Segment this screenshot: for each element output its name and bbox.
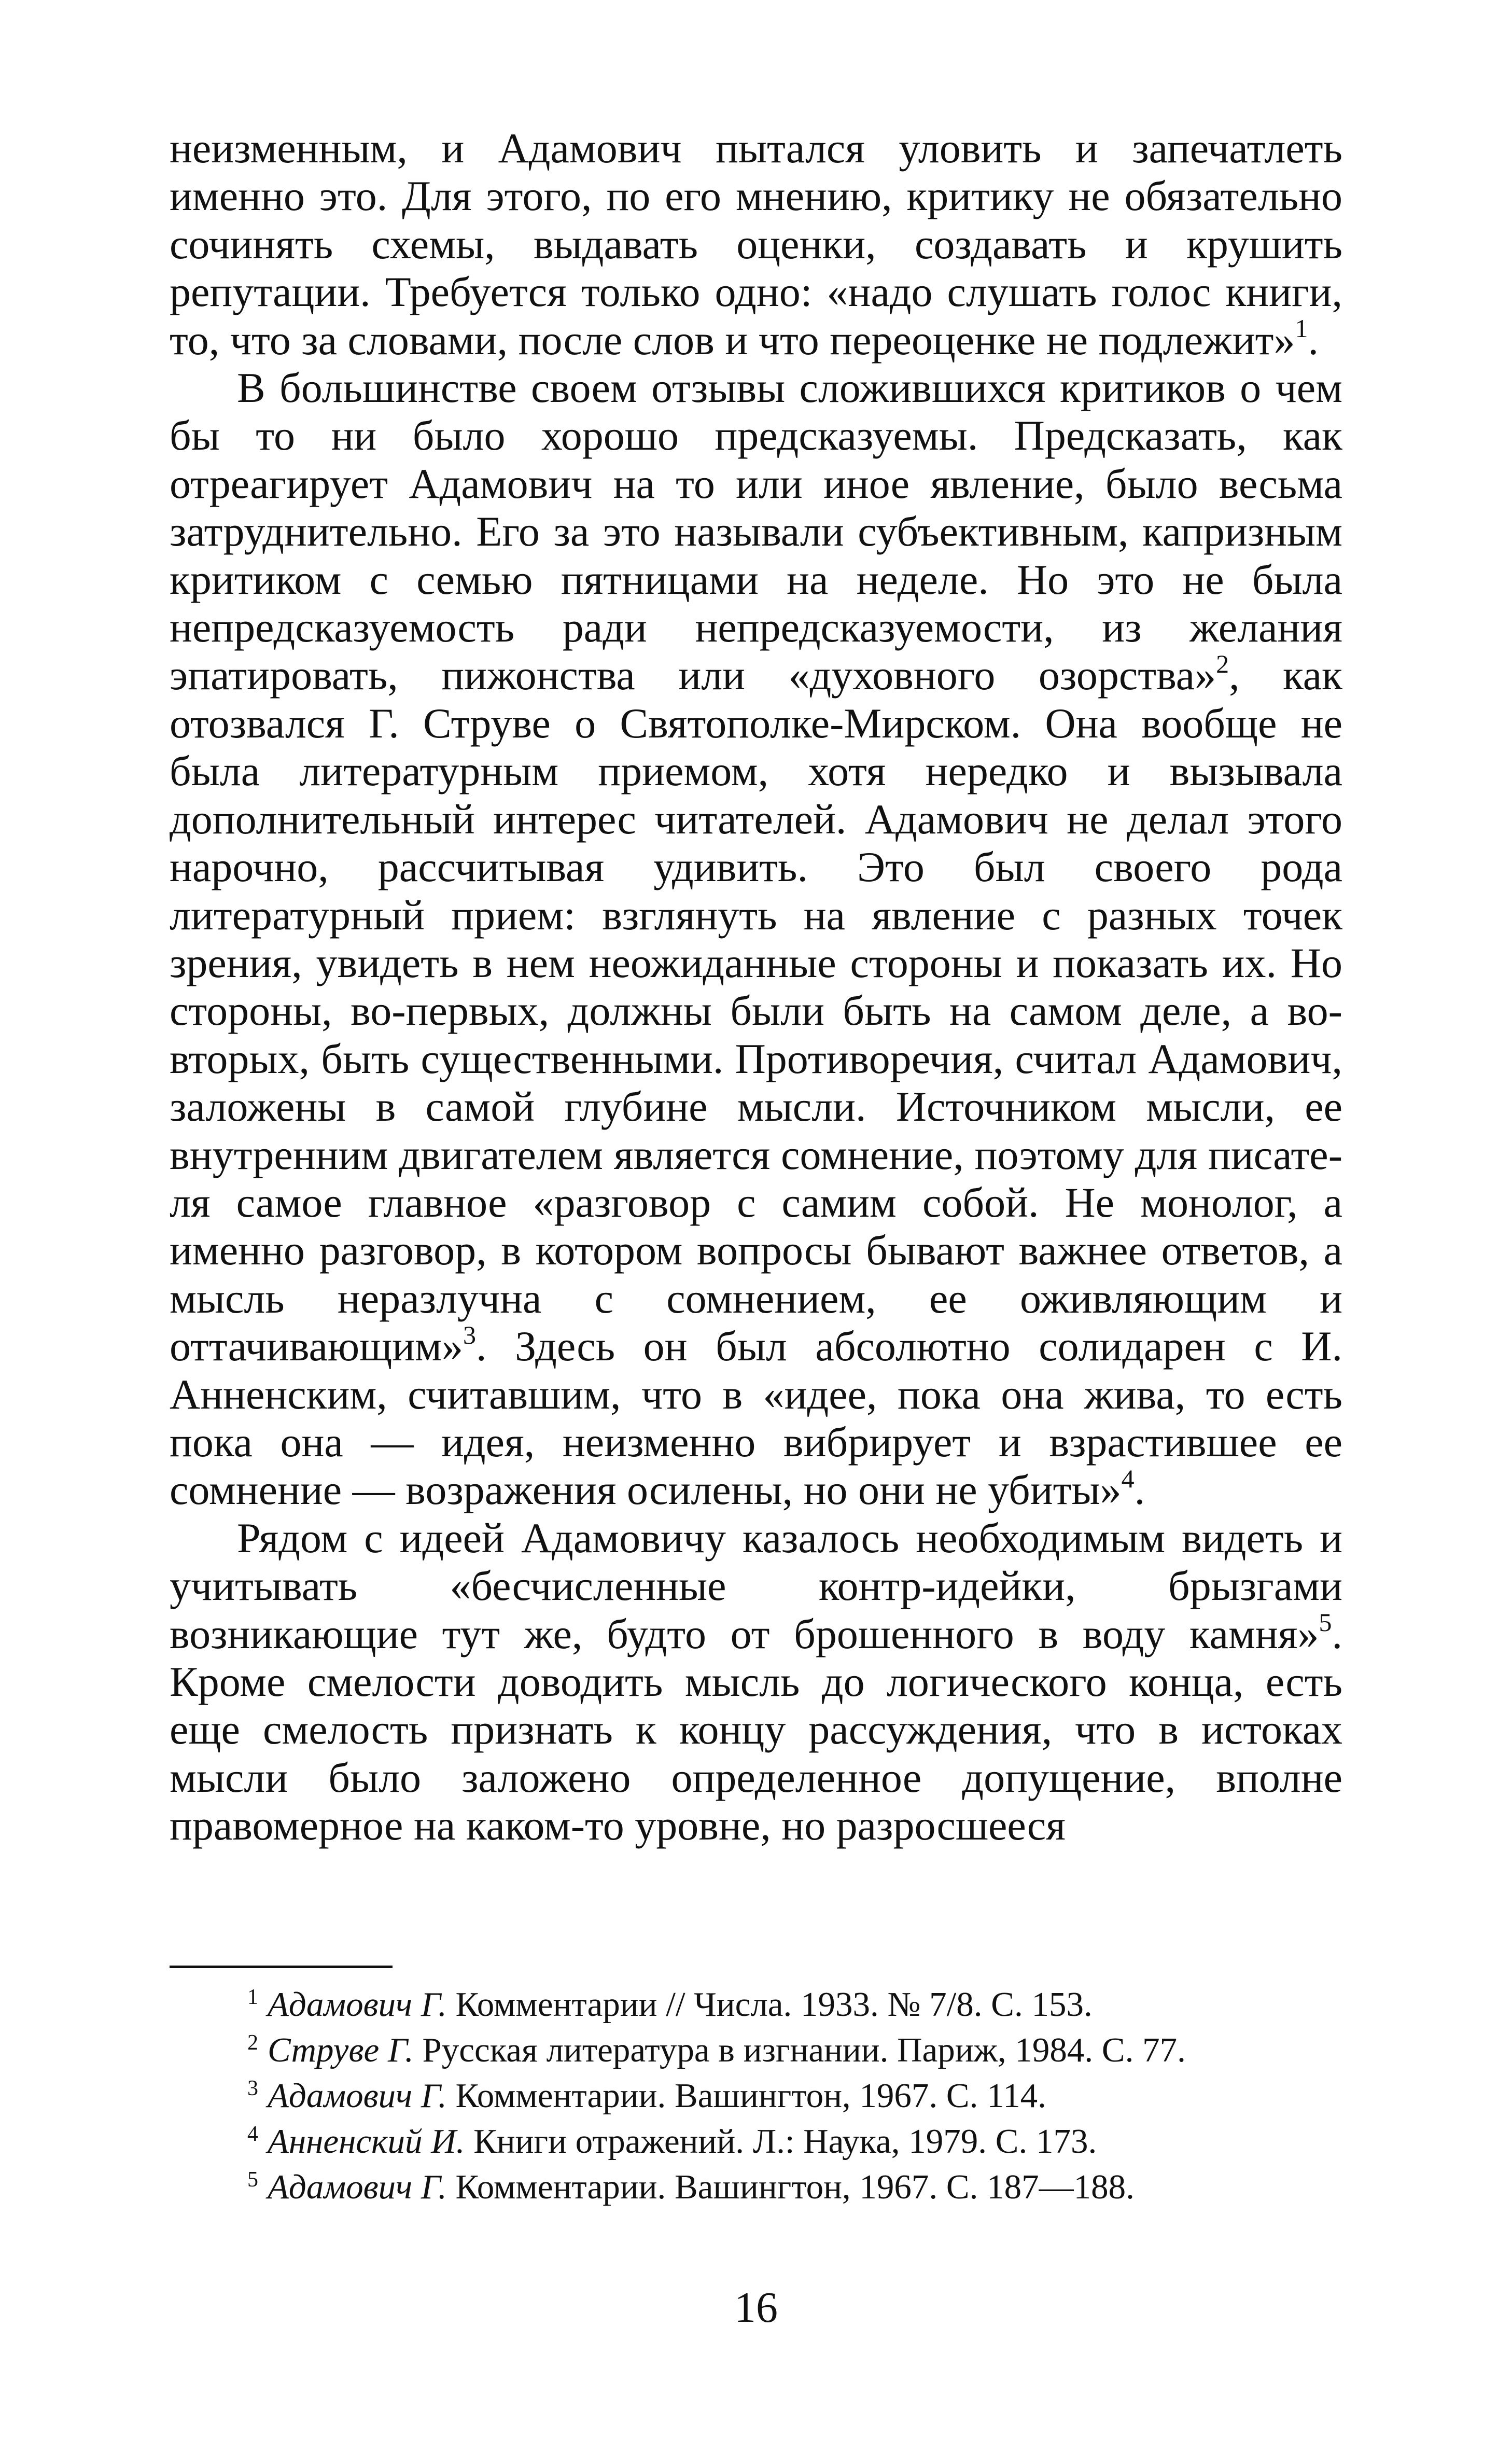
page-number: 16 xyxy=(734,2283,778,2332)
paragraph-text: . xyxy=(1308,316,1319,364)
footnote-number: 3 xyxy=(247,2077,258,2100)
paragraph-2 xyxy=(170,364,1342,1514)
footnote-source: Комментарии. Вашингтон, 1967. С. 187—188. xyxy=(446,2168,1135,2206)
paragraph-text: Рядом с идеей Адамовичу казалось необходимым видеть и учитывать «бесчисленные контр-идейки, брызгами возникающие тут же, будто от брошенного в воду камня» xyxy=(170,1514,1342,1657)
footnote-author: Адамович Г. xyxy=(268,2168,447,2206)
footnote-reference: 1 xyxy=(1295,314,1308,343)
footnote-source: Книги отражений. Л.: Наука, 1979. С. 173. xyxy=(465,2122,1097,2161)
footnote-number: 5 xyxy=(247,2168,258,2192)
footnote-source: Русская литература в изгнании. Париж, 1984. С. 77. xyxy=(413,2031,1186,2069)
footnote-separator xyxy=(170,1966,393,1968)
footnote-number: 1 xyxy=(247,1985,258,2009)
paragraph-text: . Кроме смелости доводить мысль до логического конца, есть еще смелость признать к концу рассуждения, что в истоках мысли было заложено определенное допущение, вполне правомерное на каком-то уровне, но разросшееся xyxy=(170,1610,1342,1849)
footnote-item xyxy=(170,1982,1342,2027)
footnote-item xyxy=(170,2027,1342,2073)
footnote-item xyxy=(170,2164,1342,2210)
footnote-number: 2 xyxy=(247,2031,258,2055)
footnote-list xyxy=(170,1982,1342,2210)
footnotes xyxy=(170,1966,1342,2210)
paragraph-text: , как отозвался Г. Струве о Святополке-Мирском. Она вообще не была литературным приемом, хотя нередко и вызывала дополнительный интерес читателей. Адамович не делал этого нарочно, рассчитывая удивить. Это был своего рода литературный прием: взглянуть на явление с разных точек зрения, увидеть в нем неожиданные стороны и показать их. Но стороны, во-первых, должны были быть на самом деле, а во-вторых, быть существенными. Противоречия, считал Адамович, заложены в самой глубине мысли. Источником мысли, ее внутренним двигателем является сомнение, поэтому для писателя самое главное «разговор с самим собой. Не монолог, а именно разговор, в котором вопросы бывают важнее ответов, а мысль неразлучна с сомнением, ее оживляющим и оттачивающим» xyxy=(170,651,1342,1370)
paragraph-text: неизменным, и Адамович пытался уловить и запечатлеть именно это. Для этого, по его мнению, критику не обязательно сочинять схемы, выдавать оценки, создавать и крушить репутации. Требуется только одно: «надо слушать голос книги, то, что за словами, после слов и что переоценке не подлежит» xyxy=(170,124,1342,364)
body-text xyxy=(170,124,1342,1850)
paragraph-text: . xyxy=(1134,1466,1145,1514)
footnote-item xyxy=(170,2073,1342,2119)
footnote-reference: 3 xyxy=(463,1320,477,1349)
footnote-reference: 5 xyxy=(1319,1608,1332,1637)
footnote-author: Анненский И. xyxy=(268,2122,465,2161)
footnote-author: Струве Г. xyxy=(268,2031,414,2069)
paragraph-text: В большинстве своем отзывы сложившихся критиков о чем бы то ни было хорошо предсказуемы. Предсказать, как отреагирует Адамович на то или иное явление, было весьма затруднительно. Его за это называли субъективным, капризным критиком с семью пятницами на неделе. Но это не была непредсказуемость ради непредсказуемости, из желания эпатировать, пижонства или «духовного озорства» xyxy=(170,364,1342,699)
footnote-source: Комментарии // Числа. 1933. № 7/8. С. 153. xyxy=(446,1985,1093,2024)
paragraph-3 xyxy=(170,1514,1342,1850)
footnote-source: Комментарии. Вашингтон, 1967. С. 114. xyxy=(446,2077,1046,2115)
footnote-item xyxy=(170,2119,1342,2164)
paragraph-text: . Здесь он был абсолютно солидарен с И. Анненским, считавшим, что в «идее, пока она жива, то есть пока она — идея, неизменно вибрирует и взрастившее ее сомнение — возражения осилены, но они не убиты» xyxy=(170,1322,1342,1514)
footnote-reference: 2 xyxy=(1216,649,1229,679)
paragraph-1 xyxy=(170,124,1342,364)
footnote-reference: 4 xyxy=(1121,1464,1135,1494)
footnote-author: Адамович Г. xyxy=(268,2077,447,2115)
page-body xyxy=(170,124,1342,1850)
footnote-number: 4 xyxy=(247,2122,258,2146)
footnote-author: Адамович Г. xyxy=(268,1985,447,2024)
